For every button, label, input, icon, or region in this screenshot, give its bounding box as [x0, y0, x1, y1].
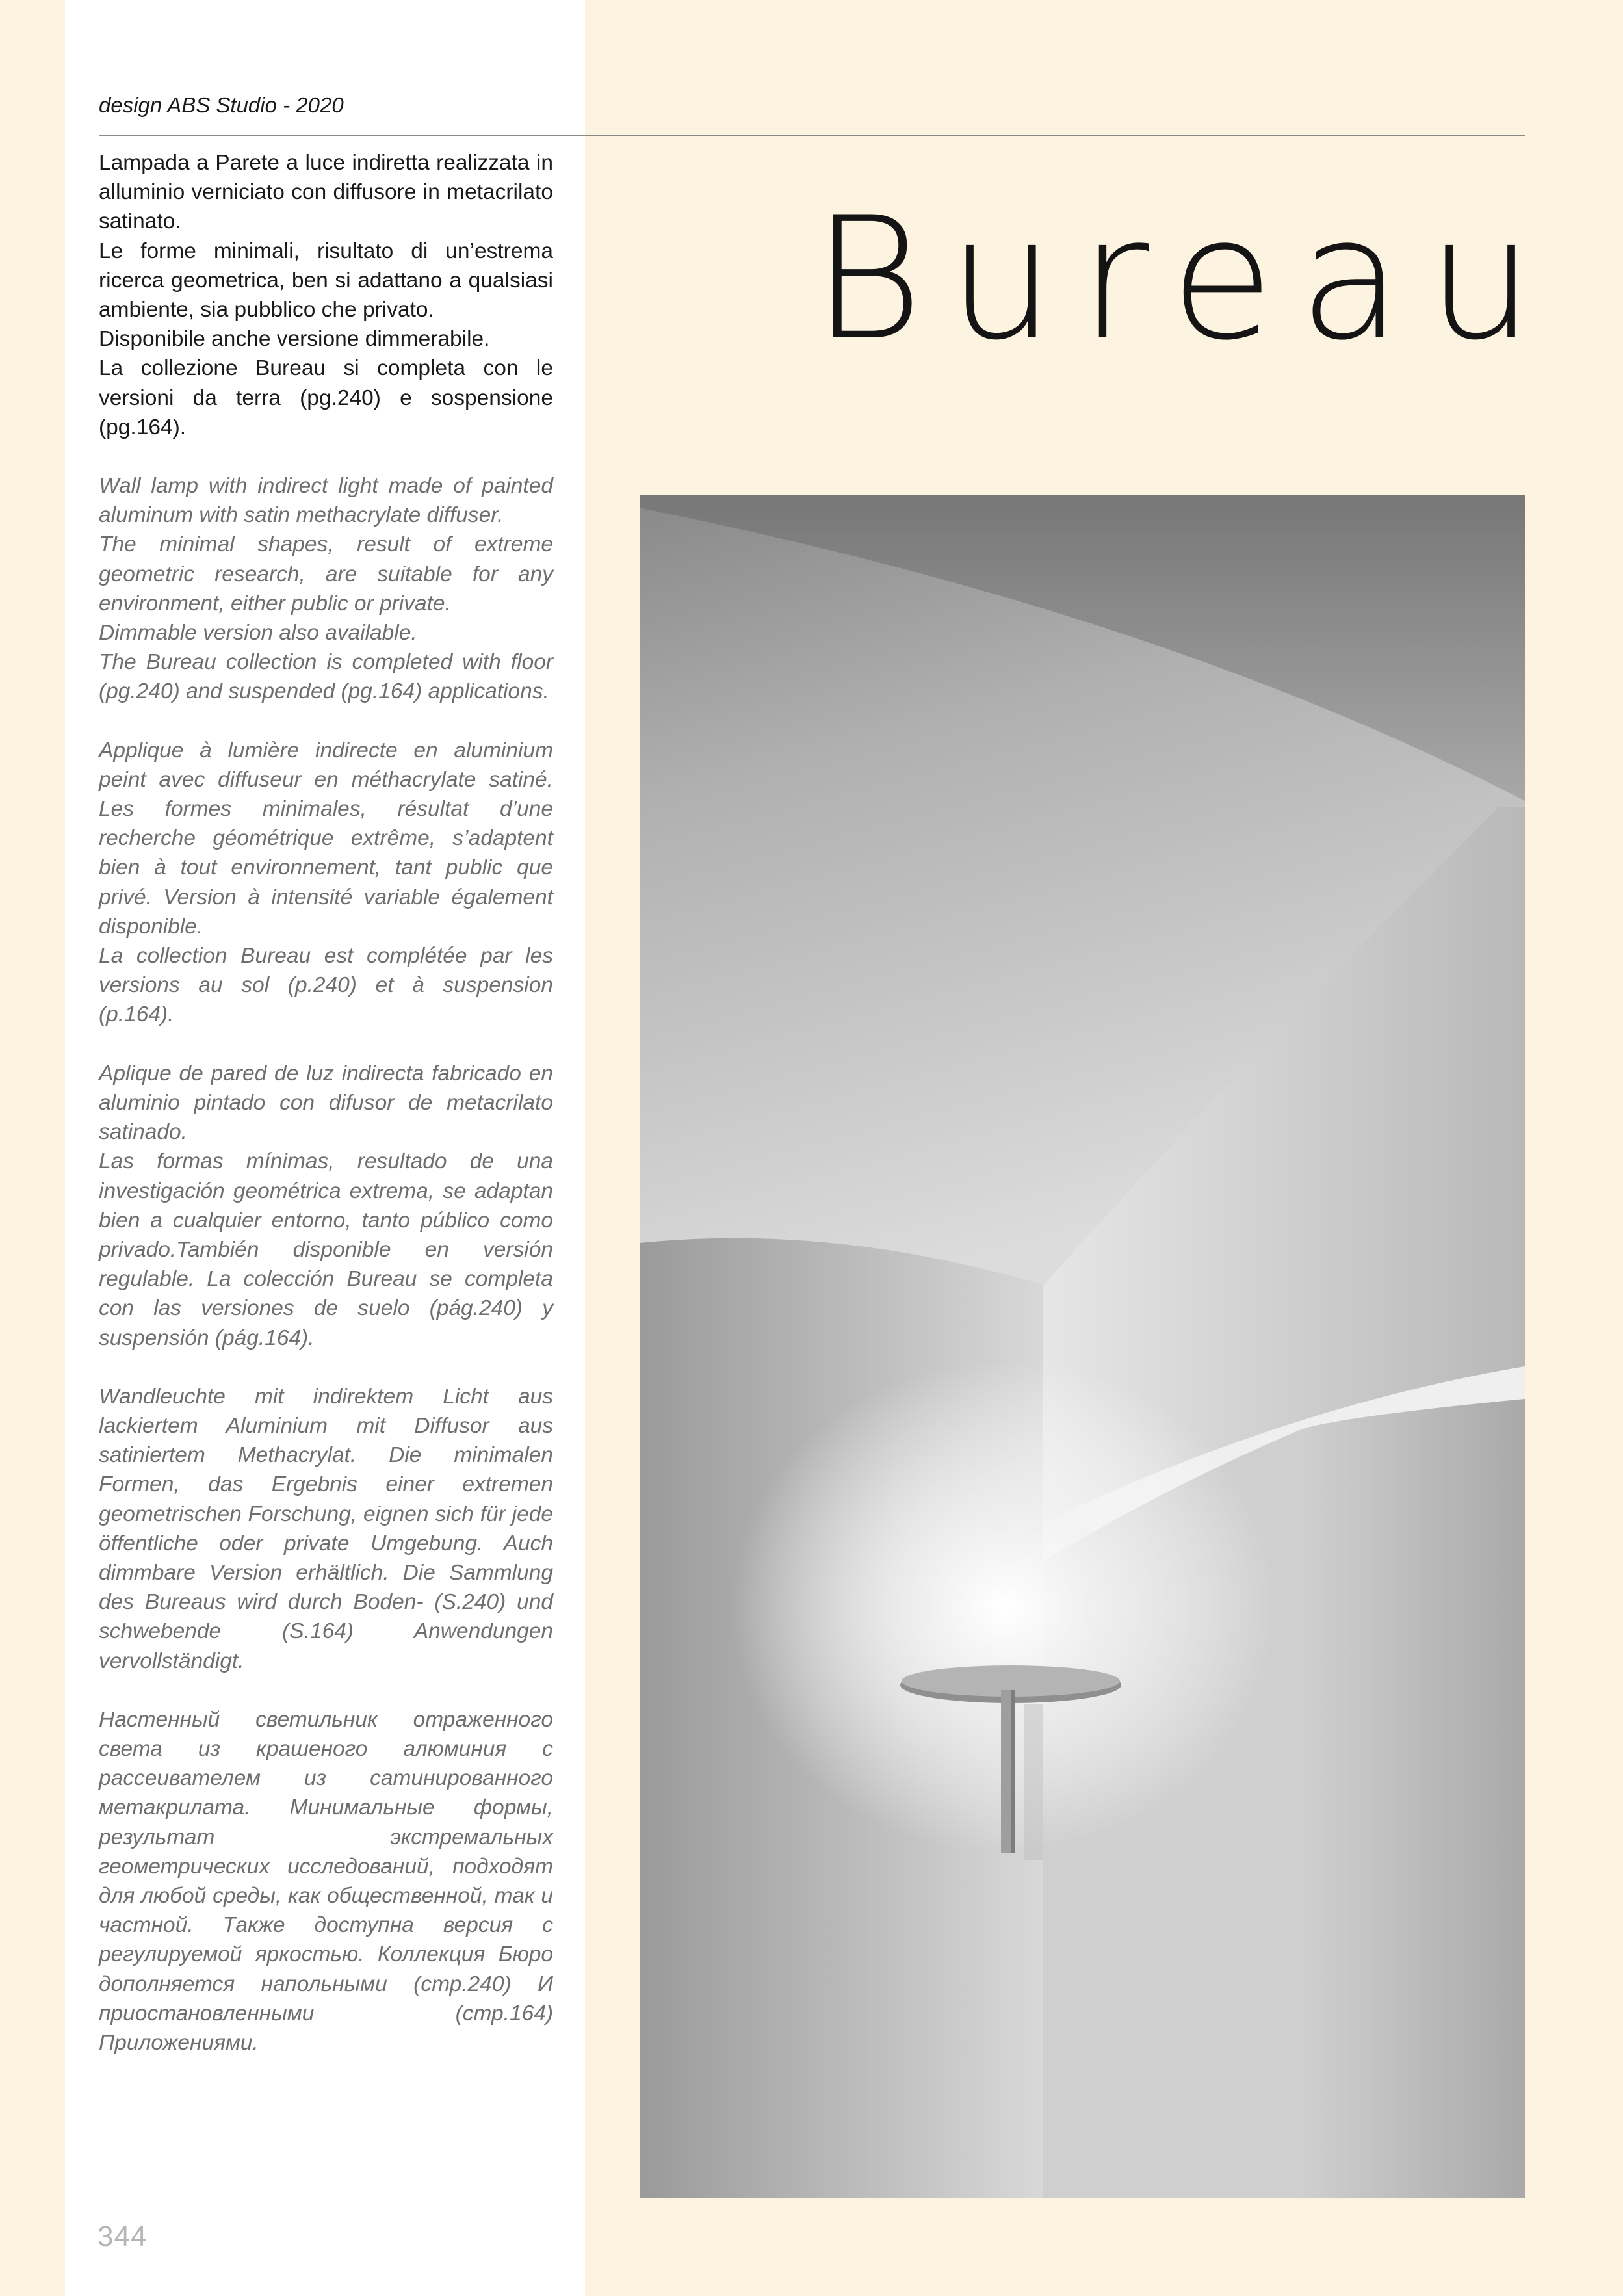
product-photo — [640, 495, 1525, 2198]
product-title: Bureau — [812, 181, 1559, 378]
description-italian: Lampada a Parete a luce indiretta realizzata in alluminio verniciato con diffusore in metacrilato satinato. Le forme minimali, risultato di un’estrema ricerca geometrica, ben si adattano a qualsiasi ambiente, sia pubblico che privato. Disponibile anche versione dimmerabile. La collezione Bureau si completa con le versioni da terra (pg.240) e sospensione (pg.164). — [99, 151, 553, 439]
description-french: Applique à lumière indirecte en aluminium peint avec diffuseur en méthacrylate satiné. Les formes minimales, résultat d’une recherche géométrique extrême, s’adaptent bien à tout environnement, tant public que privé. Version à intensité variable également disponible. La collection Bureau est complétée par les versions au sol (p.240) et à suspension (p.164). — [99, 738, 553, 1027]
left-margin — [0, 0, 65, 2296]
description-column — [99, 148, 553, 2057]
page-number: 344 — [97, 2221, 148, 2252]
description-english: Wall lamp with indirect light made of painted aluminum with satin methacrylate diffuser. The minimal shapes, result of extreme geometric research, are suitable for any environment, either public or private. Dimmable version also available. The Bureau collection is completed with floor (pg.240) and suspended (pg.164) applications. — [99, 474, 553, 704]
description-russian: Настенный светильник отраженного света из крашеного алюминия с рассеивателем из сатинированного метакрилата. Минимальные формы, результат экстремальных геометрических исследований, подходят для любой среды, как общественной, так и частной. Также доступна версия с регулируемой яркостью. Коллекция Бюро дополняется напольными (стр.240) И приостановленными (стр.164) Приложениями. — [99, 1707, 553, 2055]
description-spanish: Aplique de pared de luz indirecta fabricado en aluminio pintado con difusor de metacrilato satinado. Las formas mínimas, resultado de una investigación geométrica extrema, se adaptan bien a cualquier entorno, tanto público como privado.También disponible en versión regulable. La colección Bureau se completa con las versiones de suelo (pág.240) y suspensión (pág.164). — [99, 1061, 553, 1350]
header-rule — [99, 135, 1525, 136]
description-german: Wandleuchte mit indirektem Licht aus lackiertem Aluminium mit Diffusor aus satiniertem Methacrylat. Die minimalen Formen, das Ergebnis einer extremen geometrischen Forschung, eignen sich für jede öffentliche oder private Umgebung. Auch dimmbare Version erhältlich. Die Sammlung des Bureaus wird durch Boden- (S.240) und schwebende (S.164) Anwendungen vervollständigt. — [99, 1384, 553, 1673]
design-credit: design ABS Studio - 2020 — [99, 93, 344, 117]
